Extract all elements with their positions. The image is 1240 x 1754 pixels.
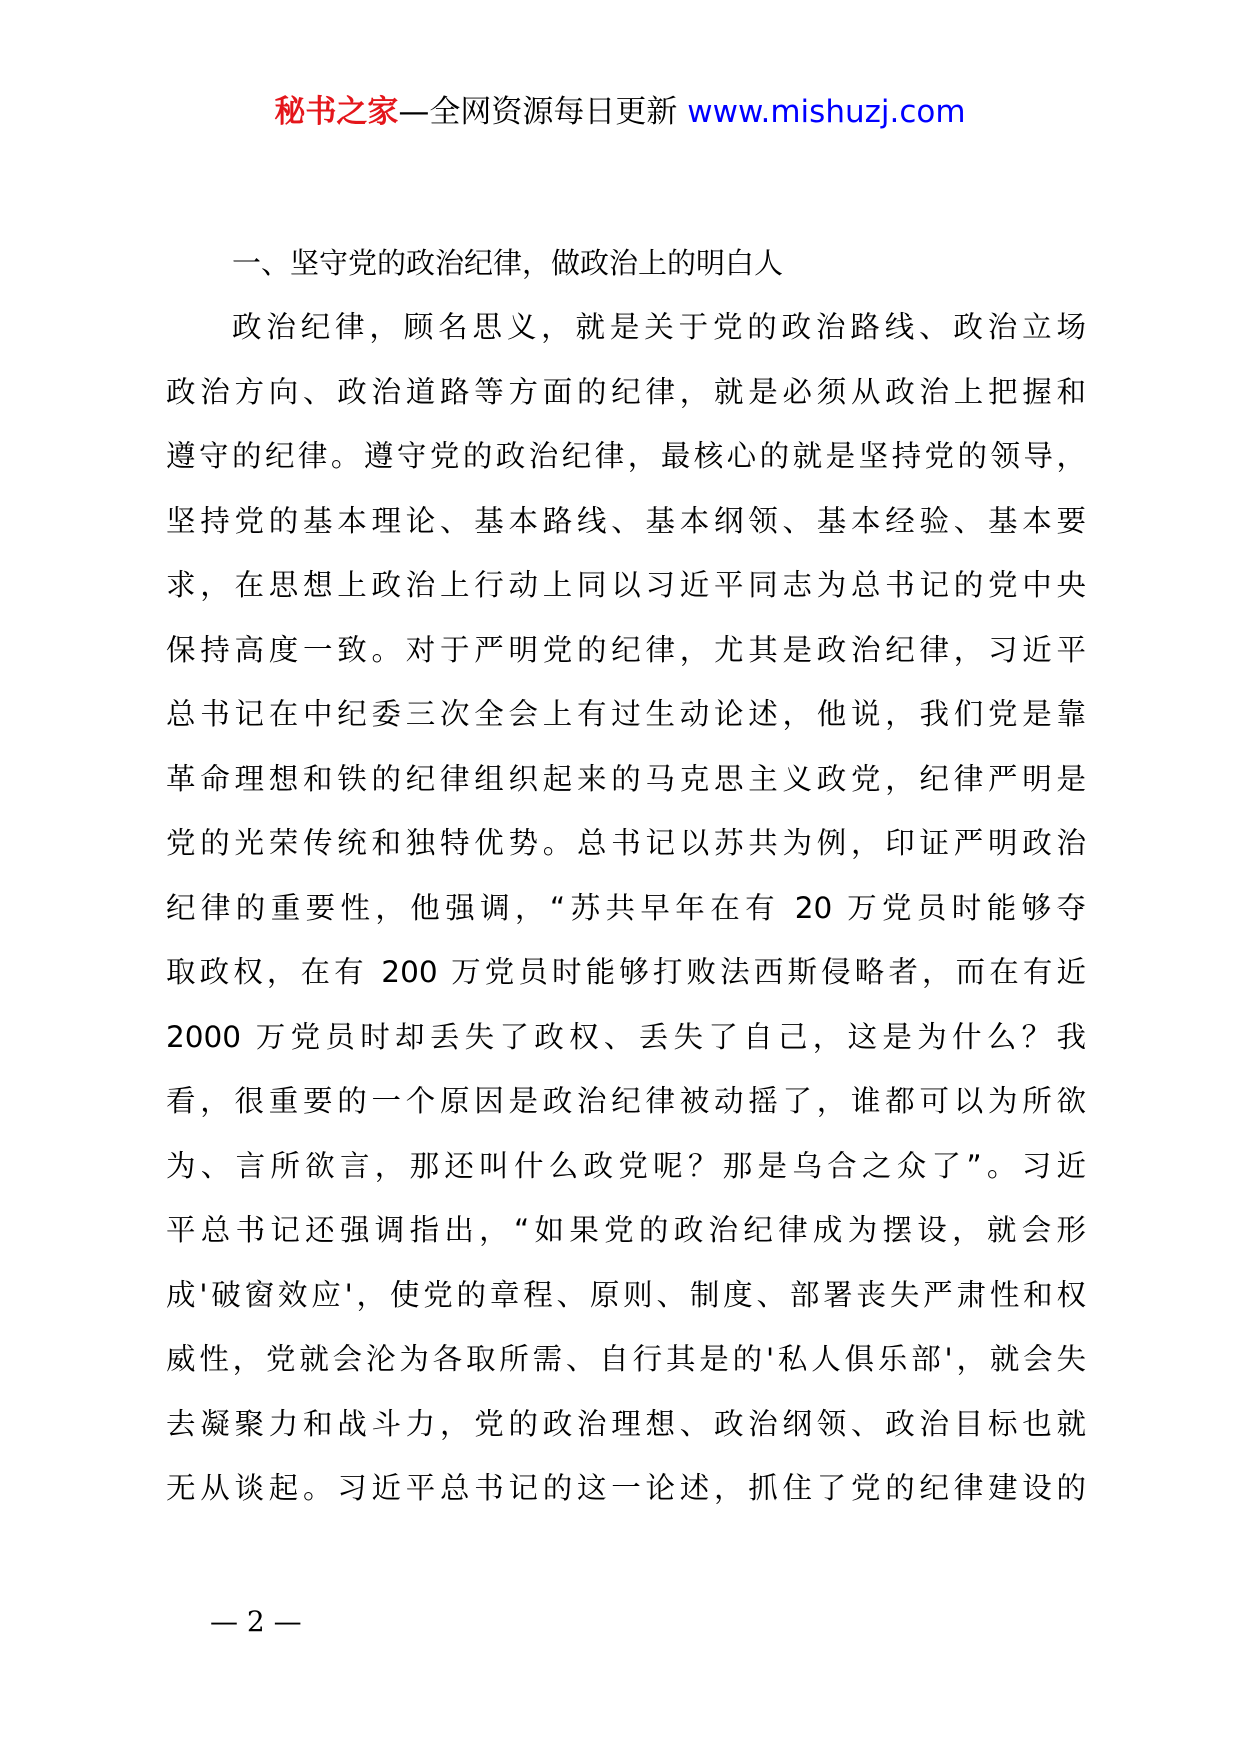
site-url-link[interactable]: www.mishuzj.com [687,94,966,130]
paragraph-line: 平总书记还强调指出，“如果党的政治纪律成为摆设，就会形 [166,1213,1086,1247]
paragraph-line: 2000 万党员时却丢失了政权、丢失了自己，这是为什么？我 [166,1019,1086,1054]
paragraph-line: 成'破窗效应'，使党的章程、原则、制度、部署丧失严肃性和权 [166,1277,1086,1312]
paragraph-line: 取政权，在有 200 万党员时能够打败法西斯侵略者，而在有近 [166,955,1086,989]
paragraph-line: 为、言所欲言，那还叫什么政党呢？那是乌合之众了”。习近 [166,1148,1086,1183]
paragraph-line: 政治纪律，顾名思义，就是关于党的政治路线、政治立场 [232,310,1086,344]
document-body [166,243,1086,1533]
paragraph-line: 看，很重要的一个原因是政治纪律被动摇了，谁都可以为所欲 [166,1084,1086,1118]
paragraph-line: 坚持党的基本理论、基本路线、基本纲领、基本经验、基本要 [166,503,1086,538]
paragraph-line: 党的光荣传统和独特优势。总书记以苏共为例，印证严明政治 [166,826,1086,860]
paragraph-line: 遵守的纪律。遵守党的政治纪律，最核心的就是坚持党的领导， [166,439,1086,473]
page-number: — 2 — [210,1605,302,1638]
brand-name: 秘书之家 [274,94,399,130]
paragraph-line: 纪律的重要性，他强调，“苏共早年在有 20 万党员时能够夺 [166,890,1086,925]
paragraph-line: 求，在思想上政治上行动上同以习近平同志为总书记的党中央 [166,568,1086,602]
section-heading: 一、坚守党的政治纪律，做政治上的明白人 [232,246,784,280]
header-tagline: —全网资源每日更新 [398,94,678,130]
paragraph-line: 总书记在中纪委三次全会上有过生动论述，他说，我们党是靠 [166,697,1086,731]
paragraph-line: 无从谈起。习近平总书记的这一论述，抓住了党的纪律建设的 [166,1471,1086,1505]
paragraph-line: 政治方向、政治道路等方面的纪律，就是必须从政治上把握和 [166,374,1086,409]
paragraph-line: 去凝聚力和战斗力，党的政治理想、政治纲领、政治目标也就 [166,1406,1086,1441]
paragraph-line: 威性，党就会沦为各取所需、自行其是的'私人俱乐部'，就会失 [166,1342,1086,1376]
site-header [0,92,1240,132]
paragraph-line: 保持高度一致。对于严明党的纪律，尤其是政治纪律，习近平 [166,632,1086,667]
paragraph-line: 革命理想和铁的纪律组织起来的马克思主义政党，纪律严明是 [166,761,1086,796]
